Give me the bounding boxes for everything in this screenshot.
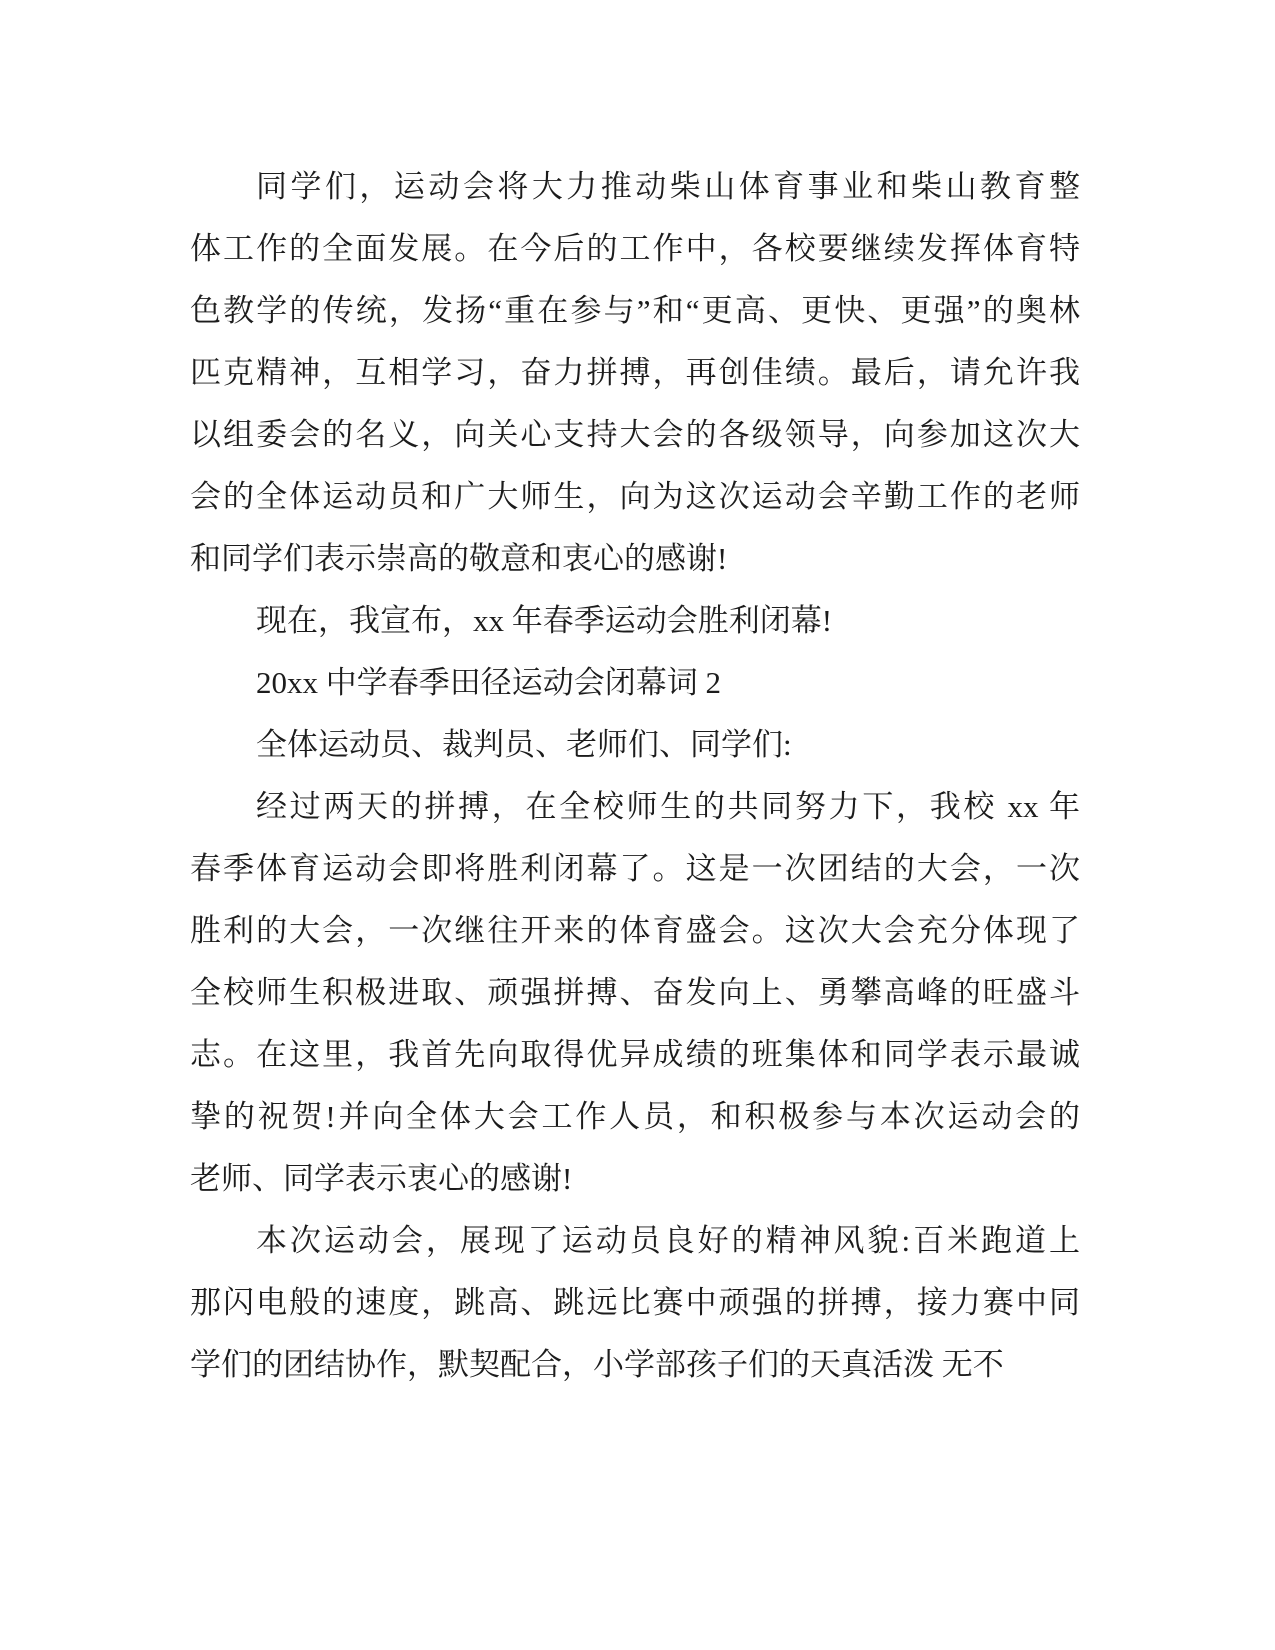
text-line: 色教学的传统，发扬“重在参与”和“更高、更快、更强”的奥林 — [190, 293, 1080, 328]
text-line: 同学们，运动会将大力推动柴山体育事业和柴山教育整 — [256, 169, 1080, 204]
text-line: 本次运动会，展现了运动员良好的精神风貌:百米跑道上 — [256, 1223, 1080, 1258]
text-line: 和同学们表示崇高的敬意和衷心的感谢! — [190, 541, 728, 576]
text-line: 匹克精神，互相学习，奋力拼搏，再创佳绩。最后，请允许我 — [190, 355, 1080, 390]
section-heading: 20xx 中学春季田径运动会闭幕词 2 — [256, 665, 721, 700]
text-block — [190, 156, 1080, 1396]
text-line: 体工作的全面发展。在今后的工作中，各校要继续发挥体育特 — [190, 231, 1080, 266]
text-line: 经过两天的拼搏，在全校师生的共同努力下，我校 xx 年 — [256, 789, 1080, 824]
text-line: 会的全体运动员和广大师生，向为这次运动会辛勤工作的老师 — [190, 479, 1080, 514]
text-line: 挚的祝贺!并向全体大会工作人员，和积极参与本次运动会的 — [190, 1099, 1080, 1134]
text-line: 那闪电般的速度，跳高、跳远比赛中顽强的拼搏，接力赛中同 — [190, 1285, 1080, 1320]
text-line: 现在，我宣布，xx 年春季运动会胜利闭幕! — [256, 603, 833, 638]
text-line: 胜利的大会，一次继往开来的体育盛会。这次大会充分体现了 — [190, 913, 1080, 948]
text-line: 志。在这里，我首先向取得优异成绩的班集体和同学表示最诚 — [190, 1037, 1080, 1072]
text-line: 全体运动员、裁判员、老师们、同学们: — [256, 727, 792, 762]
text-line: 老师、同学表示衷心的感谢! — [190, 1161, 573, 1196]
text-line: 以组委会的名义，向关心支持大会的各级领导，向参加这次大 — [190, 417, 1080, 452]
text-line: 全校师生积极进取、顽强拼搏、奋发向上、勇攀高峰的旺盛斗 — [190, 975, 1080, 1010]
text-line: 学们的团结协作，默契配合，小学部孩子们的天真活泼 无不 — [190, 1347, 1004, 1382]
text-line: 春季体育运动会即将胜利闭幕了。这是一次团结的大会，一次 — [190, 851, 1080, 886]
